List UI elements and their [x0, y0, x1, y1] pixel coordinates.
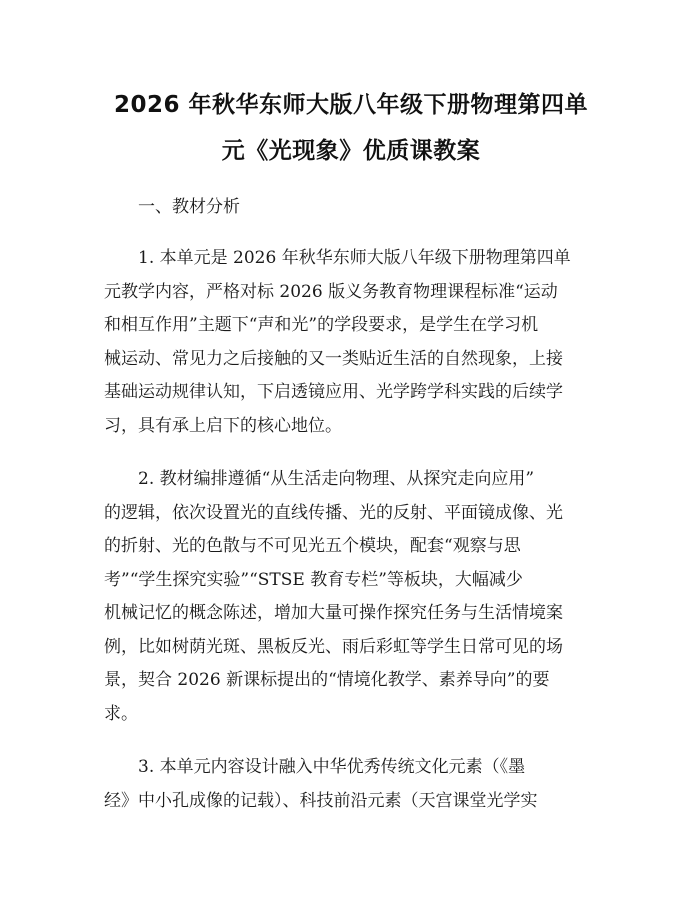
paragraph-line: 械运动、常见力之后接触的又一类贴近生活的自然现象，上接 — [104, 348, 563, 369]
paragraph-line: 习，具有承上启下的核心地位。 — [104, 415, 342, 436]
paragraph-3 — [104, 751, 598, 818]
paragraph-line: 经》中小孔成像的记载）、科技前沿元素（天宫课堂光学实 — [104, 790, 538, 811]
paragraph-line: 考”“学生探究实验”“STSE 教育专栏”等板块，大幅减少 — [104, 569, 523, 590]
paragraph-line: 1. 本单元是 2026 年秋华东师大版八年级下册物理第四单 — [138, 248, 571, 268]
paragraph-line: 的折射、光的色散与不可见光五个模块，配套“观察与思 — [104, 536, 521, 556]
paragraph-1 — [104, 242, 598, 443]
paragraph-line: 和相互作用”主题下“声和光”的学段要求，是学生在学习机 — [104, 315, 539, 335]
document-title — [104, 82, 598, 174]
section-heading: 一、教材分析 — [138, 197, 240, 217]
paragraph-line: 的逻辑，依次设置光的直线传播、光的反射、平面镜成像、光 — [104, 502, 563, 523]
paragraph-line: 元教学内容，严格对标 2026 版义务教育物理课程标准“运动 — [104, 281, 558, 302]
title-line-2: 元《光现象》优质课教案 — [221, 138, 481, 164]
paragraph-line: 2. 教材编排遵循“从生活走向物理、从探究走向应用” — [138, 469, 535, 489]
paragraph-line: 机械记忆的概念陈述，增加大量可操作探究任务与生活情境案 — [104, 603, 563, 623]
paragraph-line: 基础运动规律认知，下启透镜应用、光学跨学科实践的后续学 — [104, 382, 563, 402]
title-line-1: 2026 年秋华东师大版八年级下册物理第四单 — [113, 92, 589, 118]
paragraph-line: 求。 — [104, 703, 138, 724]
paragraph-line: 3. 本单元内容设计融入中华优秀传统文化元素（《墨 — [138, 757, 526, 777]
paragraph-line: 例，比如树荫光斑、黑板反光、雨后彩虹等学生日常可见的场 — [104, 636, 563, 657]
paragraph-2 — [104, 463, 598, 731]
paragraph-line: 景，契合 2026 新课标提出的“情境化教学、素养导向”的要 — [104, 670, 550, 690]
